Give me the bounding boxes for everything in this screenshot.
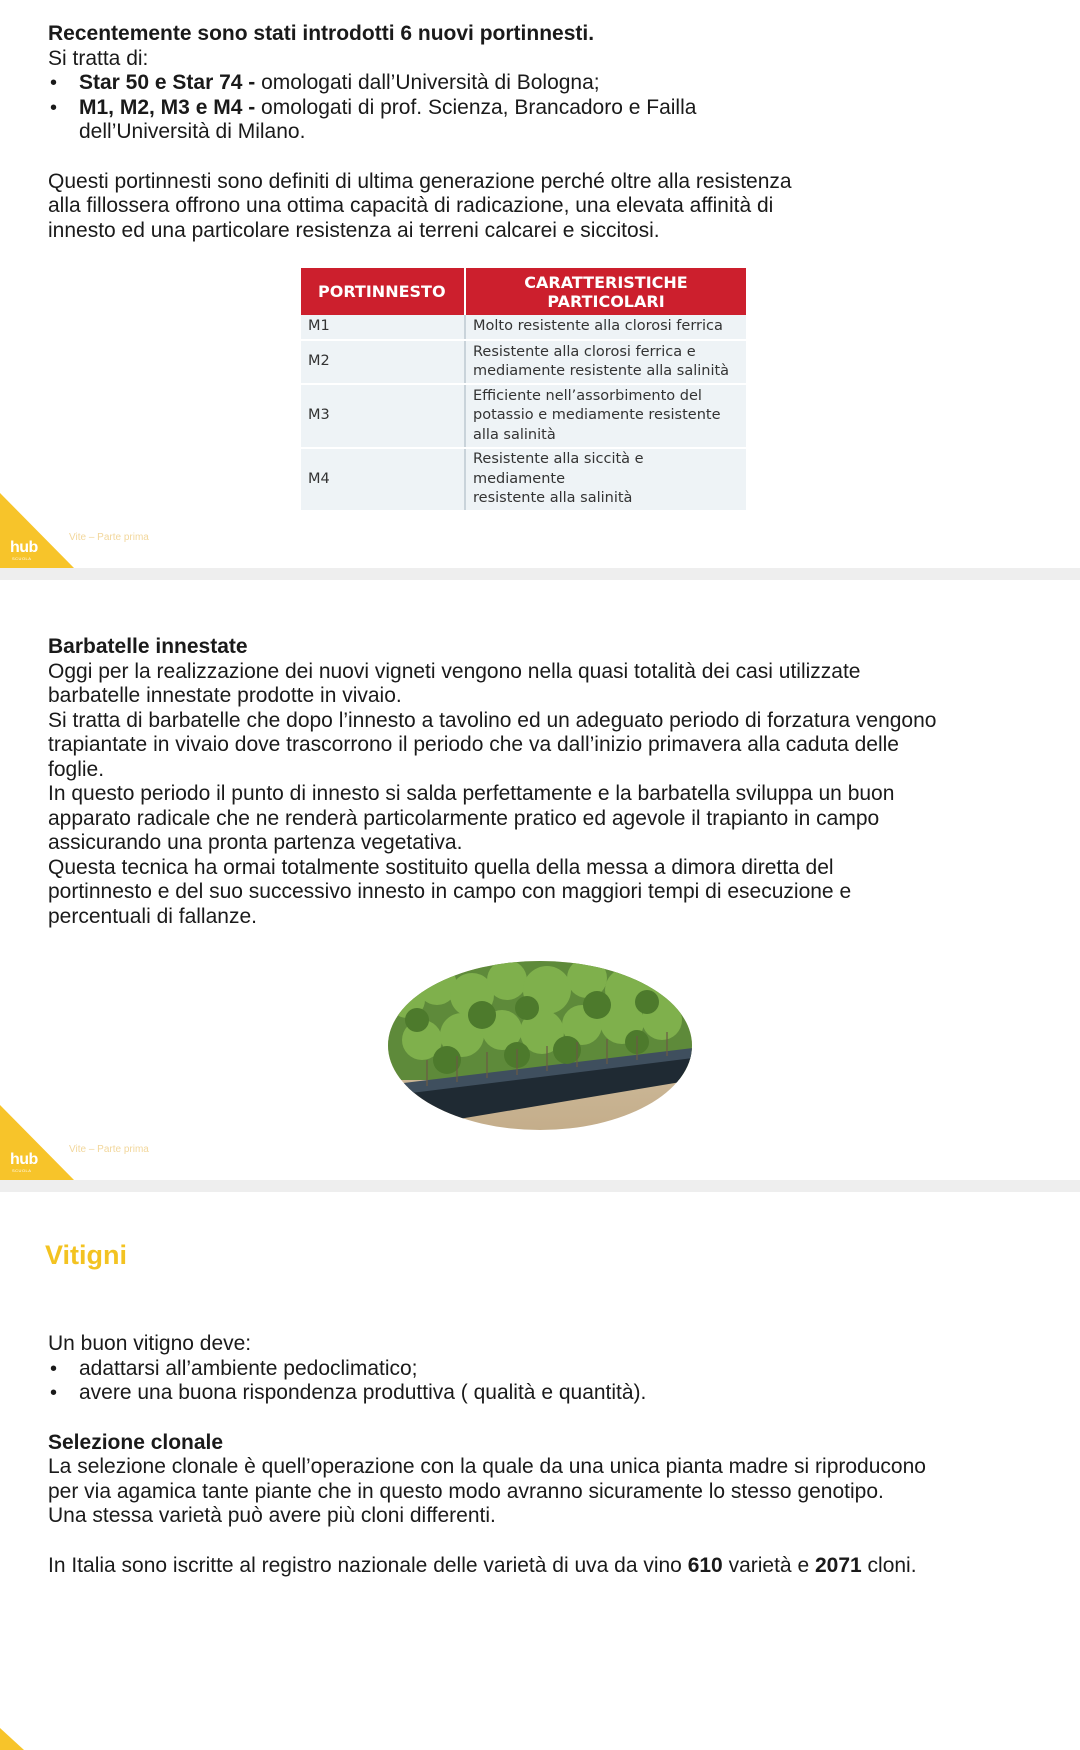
footer-label: Vite – Parte prima — [69, 532, 149, 543]
slide-footer — [0, 1102, 90, 1180]
rootstock-list — [48, 71, 792, 145]
para-line: In questo periodo il punto di innesto si salda perfettamente e la barbatella sviluppa un buon — [48, 782, 895, 805]
table-cell-desc — [465, 340, 746, 384]
para-line: foglie. — [48, 757, 105, 781]
italy-registry — [48, 1554, 926, 1579]
para-line: innesto ed una particolare resistenza ai terreni calcarei e siccitosi. — [48, 218, 660, 242]
table-cell-name: M3 — [301, 384, 465, 448]
slide-portinnesti — [0, 0, 1080, 568]
slide-vitigni — [0, 1192, 1080, 1750]
desc-line: Resistente alla clorosi ferrica e — [473, 343, 696, 360]
vineyard-image — [387, 960, 693, 1131]
desc-line: resistente alla salinità — [473, 490, 633, 506]
hub-logo: hub — [10, 1151, 38, 1168]
table-cell-desc — [465, 315, 746, 340]
table-row — [301, 384, 746, 448]
footer-label: Vite – Parte prima — [69, 1144, 149, 1155]
table-cell-name: M4 — [301, 448, 465, 511]
para-line: apparato radicale che ne renderà particolarmente pratico ed agevole il trapianto in campo — [48, 806, 880, 830]
desc-line: Efficiente nell’assorbimento del — [473, 387, 702, 404]
table-cell-desc — [465, 384, 746, 448]
section-title: Vitigni — [45, 1240, 128, 1270]
para-line: barbatelle innestate prodotte in vivaio. — [48, 684, 402, 707]
header-line: CARATTERISTICHE — [524, 272, 688, 292]
list-item-continuation: dell’Università di Milano. — [79, 120, 306, 143]
para-line: Una stessa varietà può avere più cloni differenti. — [48, 1504, 496, 1527]
desc-line: Resistente alla siccità e mediamente — [473, 451, 644, 487]
slide-footer — [0, 490, 90, 568]
registry-text: varietà e — [722, 1553, 815, 1577]
header-line: PARTICOLARI — [547, 291, 665, 311]
varieties-count: 610 — [687, 1553, 723, 1577]
table-header-rootstock: PORTINNESTO — [301, 268, 465, 315]
para-line: percentuali di fallanze. — [48, 904, 257, 928]
list-item: • avere una buona rispondenza produttiva ( qualità e quantità). — [48, 1381, 926, 1406]
desc-line: potassio e mediamente resistente — [473, 407, 721, 424]
clones-count: 2071 — [814, 1553, 862, 1577]
corner-triangle — [0, 1728, 24, 1750]
vitigni-list — [48, 1357, 926, 1406]
table-row — [301, 315, 746, 340]
vitigni-block — [48, 1332, 926, 1578]
desc-line: Molto resistente alla clorosi ferrica — [473, 318, 723, 335]
list-item-bold: Star 50 e Star 74 - — [79, 71, 256, 94]
slide-barbatelle — [0, 580, 1080, 1180]
list-item-text: omologati di prof. Scienza, Brancadoro e Failla — [255, 95, 697, 119]
list-item: • adattarsi all’ambiente pedoclimatico; — [48, 1357, 926, 1382]
list-item-bold: M1, M2, M3 e M4 - — [79, 95, 256, 119]
para-line: Questa tecnica ha ormai totalmente sostituito quella della messa a dimora diretta del — [48, 855, 834, 879]
para-line: Oggi per la realizzazione dei nuovi vigneti vengono nella quasi totalità dei casi utilizzate — [48, 659, 861, 683]
para-line: alla fillossera offrono una ottima capacità di radicazione, una elevata affinità di — [48, 194, 774, 217]
desc-line: mediamente resistente alla salinità — [473, 363, 730, 379]
table-cell-name: M2 — [301, 340, 465, 384]
para-line: Si tratta di barbatelle che dopo l’innesto a tavolino ed un adeguato periodo di forzatura vengono — [48, 708, 937, 732]
intro-title: Recentemente sono stati introdotti 6 nuovi portinnesti. — [48, 22, 595, 45]
rootstock-table — [301, 268, 746, 512]
hub-logo-sub: SCUOLA — [12, 1168, 32, 1173]
para-line: La selezione clonale è quell’operazione con la quale da una unica pianta madre si riproducono — [48, 1455, 926, 1478]
registry-text: cloni. — [861, 1553, 917, 1577]
list-item-text: omologati dall’Università di Bologna; — [255, 71, 600, 94]
table-header-features — [465, 268, 746, 315]
para-line: Questi portinnesti sono definiti di ultima generazione perché oltre alla resistenza — [48, 169, 792, 193]
desc-line: alla salinità — [473, 426, 556, 443]
hub-logo: hub — [10, 539, 38, 556]
table-row — [301, 448, 746, 511]
para-line: per via agamica tante piante che in questo modo avranno sicuramente lo stesso genotipo. — [48, 1479, 884, 1503]
intro-sub: Si tratta di: — [48, 46, 149, 70]
hub-logo-sub: SCUOLA — [12, 556, 32, 561]
clonal-title: Selezione clonale — [48, 1430, 224, 1454]
para-line: portinnesto e del suo successivo innesto in campo con maggiori tempi di esecuzione e — [48, 880, 852, 903]
vitigni-intro: Un buon vitigno deve: — [48, 1332, 252, 1355]
table-row — [301, 340, 746, 384]
table-cell-name: M1 — [301, 315, 465, 340]
para-line: assicurando una pronta partenza vegetativa. — [48, 831, 463, 854]
list-item — [48, 71, 792, 96]
barbatelle-block — [48, 635, 936, 929]
registry-text: In Italia sono iscritte al registro nazionale delle varietà di uva da vino — [48, 1553, 688, 1577]
table-cell-desc — [465, 448, 746, 511]
barbatelle-title: Barbatelle innestate — [48, 635, 248, 658]
intro-block — [48, 22, 792, 243]
para-line: trapiantate in vivaio dove trascorrono il periodo che va dall’inizio primavera alla caduta delle — [48, 733, 899, 756]
list-item — [48, 96, 792, 145]
